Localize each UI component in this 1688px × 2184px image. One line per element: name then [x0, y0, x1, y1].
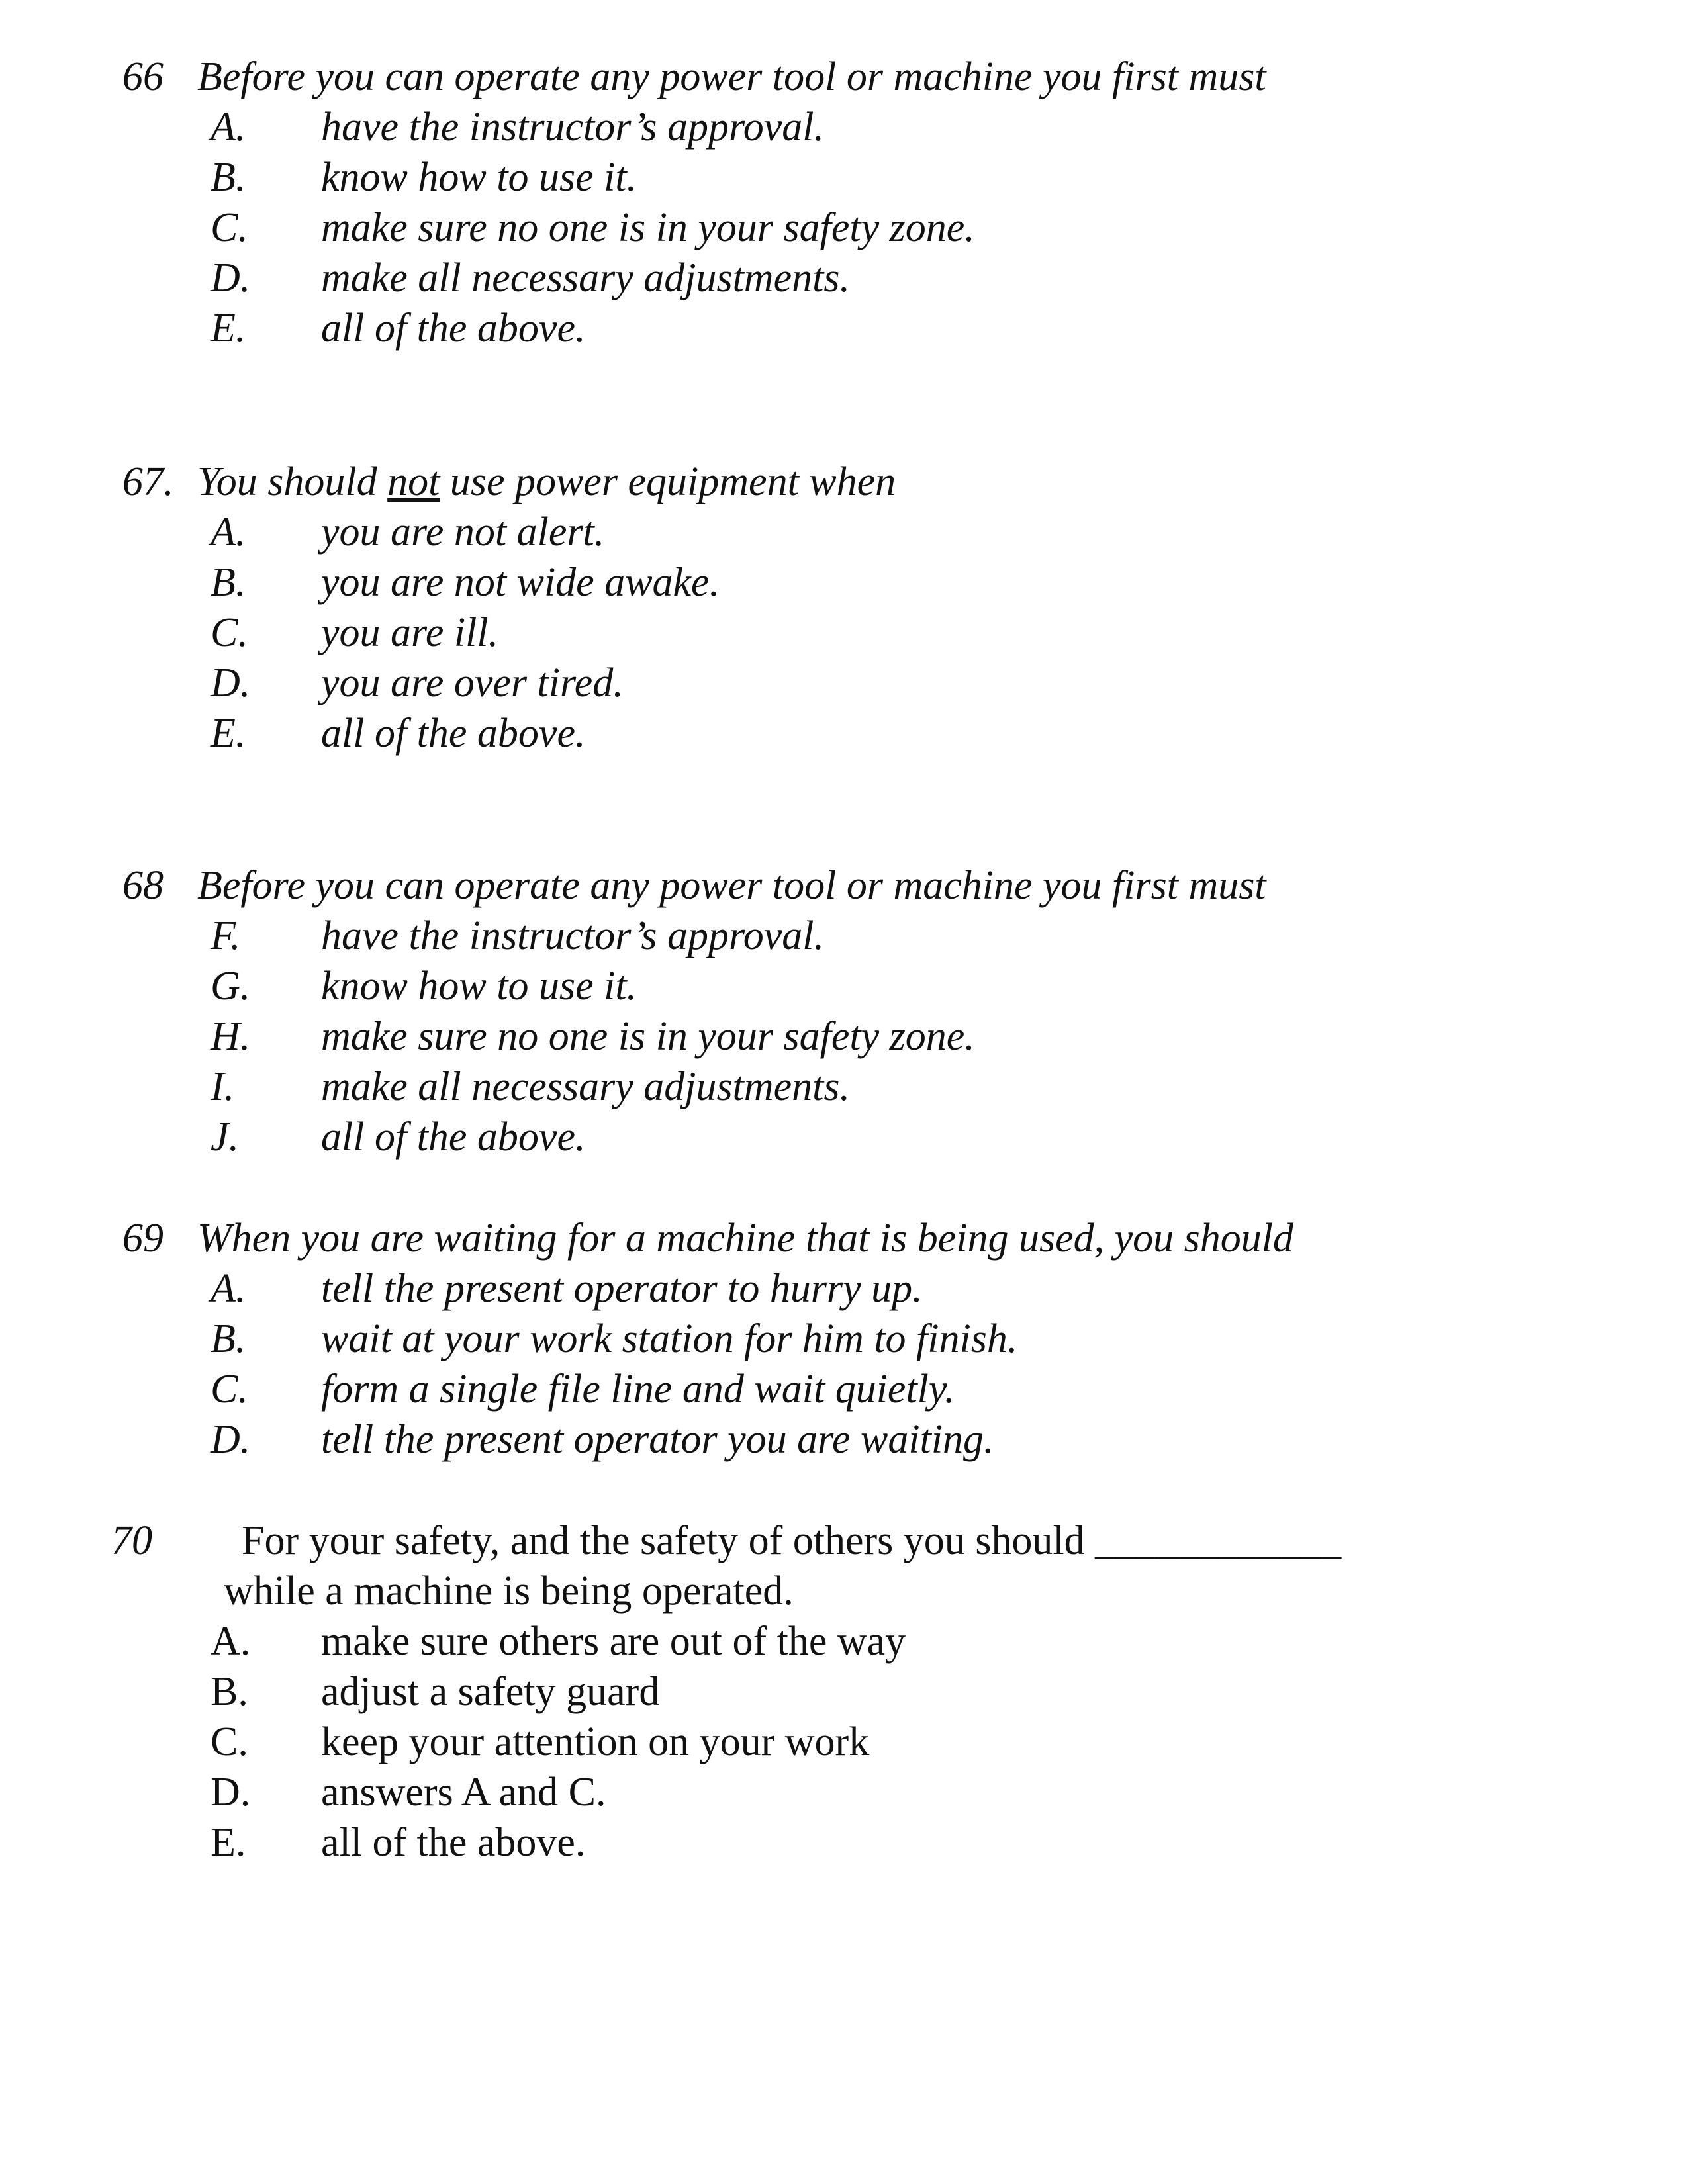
option-letter: A.	[211, 510, 246, 555]
option-text: answers A and C.	[321, 1770, 606, 1815]
answer-option	[0, 1817, 1688, 1868]
answer-option	[0, 1011, 1688, 1062]
option-text: make sure no one is in your safety zone.	[321, 1014, 975, 1059]
option-text: you are ill.	[321, 610, 499, 655]
option-letter: I.	[211, 1064, 235, 1109]
option-text: you are not alert.	[321, 510, 605, 555]
answer-option	[0, 1263, 1688, 1314]
option-text: adjust a safety guard	[321, 1669, 660, 1714]
answer-option	[0, 658, 1688, 708]
option-text: make sure others are out of the way	[321, 1619, 906, 1664]
answer-option	[0, 507, 1688, 557]
option-letter: D.	[211, 255, 251, 300]
option-letter: J.	[211, 1115, 240, 1160]
option-text: all of the above.	[321, 711, 586, 756]
option-text: keep your attention on your work	[321, 1719, 870, 1764]
option-text: know how to use it.	[321, 155, 637, 200]
option-text: know how to use it.	[321, 964, 637, 1009]
answer-option	[0, 102, 1688, 152]
answer-option	[0, 1364, 1688, 1414]
question-stem	[0, 457, 1688, 507]
option-letter: B.	[211, 1669, 248, 1714]
question-69	[0, 1213, 1688, 1465]
question-70	[0, 1516, 1688, 1868]
option-text: have the instructor’s approval.	[321, 913, 825, 958]
option-letter: A.	[211, 1266, 246, 1311]
option-text: make all necessary adjustments.	[321, 1064, 850, 1109]
answer-option	[0, 303, 1688, 353]
option-letter: D.	[211, 1770, 251, 1815]
option-letter: B.	[211, 560, 246, 605]
option-text: make sure no one is in your safety zone.	[321, 205, 975, 250]
answer-option	[0, 708, 1688, 758]
option-letter: D.	[211, 660, 251, 705]
option-letter: B.	[211, 1316, 246, 1361]
option-text: all of the above.	[321, 1115, 586, 1160]
option-letter: A.	[211, 1619, 251, 1664]
question-text	[197, 457, 896, 507]
stem-emphasis: not	[387, 459, 440, 504]
option-letter: E.	[211, 711, 246, 756]
question-text: Before you can operate any power tool or machine you first must	[197, 863, 1266, 908]
option-letter: A.	[211, 105, 246, 150]
question-stem	[0, 860, 1688, 911]
stem-part: use power equipment when	[440, 459, 896, 504]
option-letter: C.	[211, 1367, 248, 1412]
question-text: When you are waiting for a machine that is being used, you should	[197, 1216, 1294, 1261]
answer-option	[0, 203, 1688, 253]
question-68	[0, 860, 1688, 1162]
option-text: all of the above.	[321, 306, 586, 351]
answer-option	[0, 608, 1688, 658]
stem-part: You should	[197, 459, 388, 504]
option-letter: C.	[211, 1719, 248, 1764]
question-text: For your safety, and the safety of others you should ____________	[242, 1518, 1342, 1563]
answer-option	[0, 557, 1688, 608]
option-text: form a single file line and wait quietly.	[321, 1367, 955, 1412]
question-number: 69	[122, 1216, 164, 1261]
question-stem	[0, 1516, 1688, 1566]
option-letter: D.	[211, 1417, 251, 1462]
option-letter: C.	[211, 205, 248, 250]
option-letter: E.	[211, 1820, 246, 1865]
question-stem	[0, 1213, 1688, 1263]
question-67	[0, 457, 1688, 758]
option-text: wait at your work station for him to finish.	[321, 1316, 1018, 1361]
question-number: 70	[111, 1518, 152, 1563]
answer-option	[0, 1616, 1688, 1666]
option-text: you are over tired.	[321, 660, 624, 705]
answer-option	[0, 1314, 1688, 1364]
option-text: make all necessary adjustments.	[321, 255, 850, 300]
question-number: 68	[122, 863, 164, 908]
question-text-continued: while a machine is being operated.	[224, 1569, 794, 1614]
question-stem	[0, 52, 1688, 102]
option-letter: F.	[211, 913, 241, 958]
answer-option	[0, 961, 1688, 1011]
option-text: tell the present operator you are waiting.	[321, 1417, 994, 1462]
option-letter: G.	[211, 964, 251, 1009]
answer-option	[0, 1112, 1688, 1162]
option-letter: C.	[211, 610, 248, 655]
answer-option	[0, 1414, 1688, 1465]
answer-option	[0, 1666, 1688, 1717]
option-letter: H.	[211, 1014, 251, 1059]
option-text: tell the present operator to hurry up.	[321, 1266, 923, 1311]
answer-option	[0, 1767, 1688, 1817]
answer-option	[0, 152, 1688, 203]
answer-option	[0, 1717, 1688, 1767]
question-text: Before you can operate any power tool or machine you first must	[197, 54, 1266, 99]
option-letter: B.	[211, 155, 246, 200]
answer-option	[0, 1062, 1688, 1112]
option-letter: E.	[211, 306, 246, 351]
option-text: all of the above.	[321, 1820, 586, 1865]
answer-option	[0, 911, 1688, 961]
question-number: 66	[122, 54, 164, 99]
question-stem-continued	[0, 1566, 1688, 1616]
option-text: have the instructor’s approval.	[321, 105, 825, 150]
question-number: 67.	[122, 459, 174, 504]
option-text: you are not wide awake.	[321, 560, 720, 605]
answer-option	[0, 253, 1688, 303]
question-66	[0, 52, 1688, 353]
